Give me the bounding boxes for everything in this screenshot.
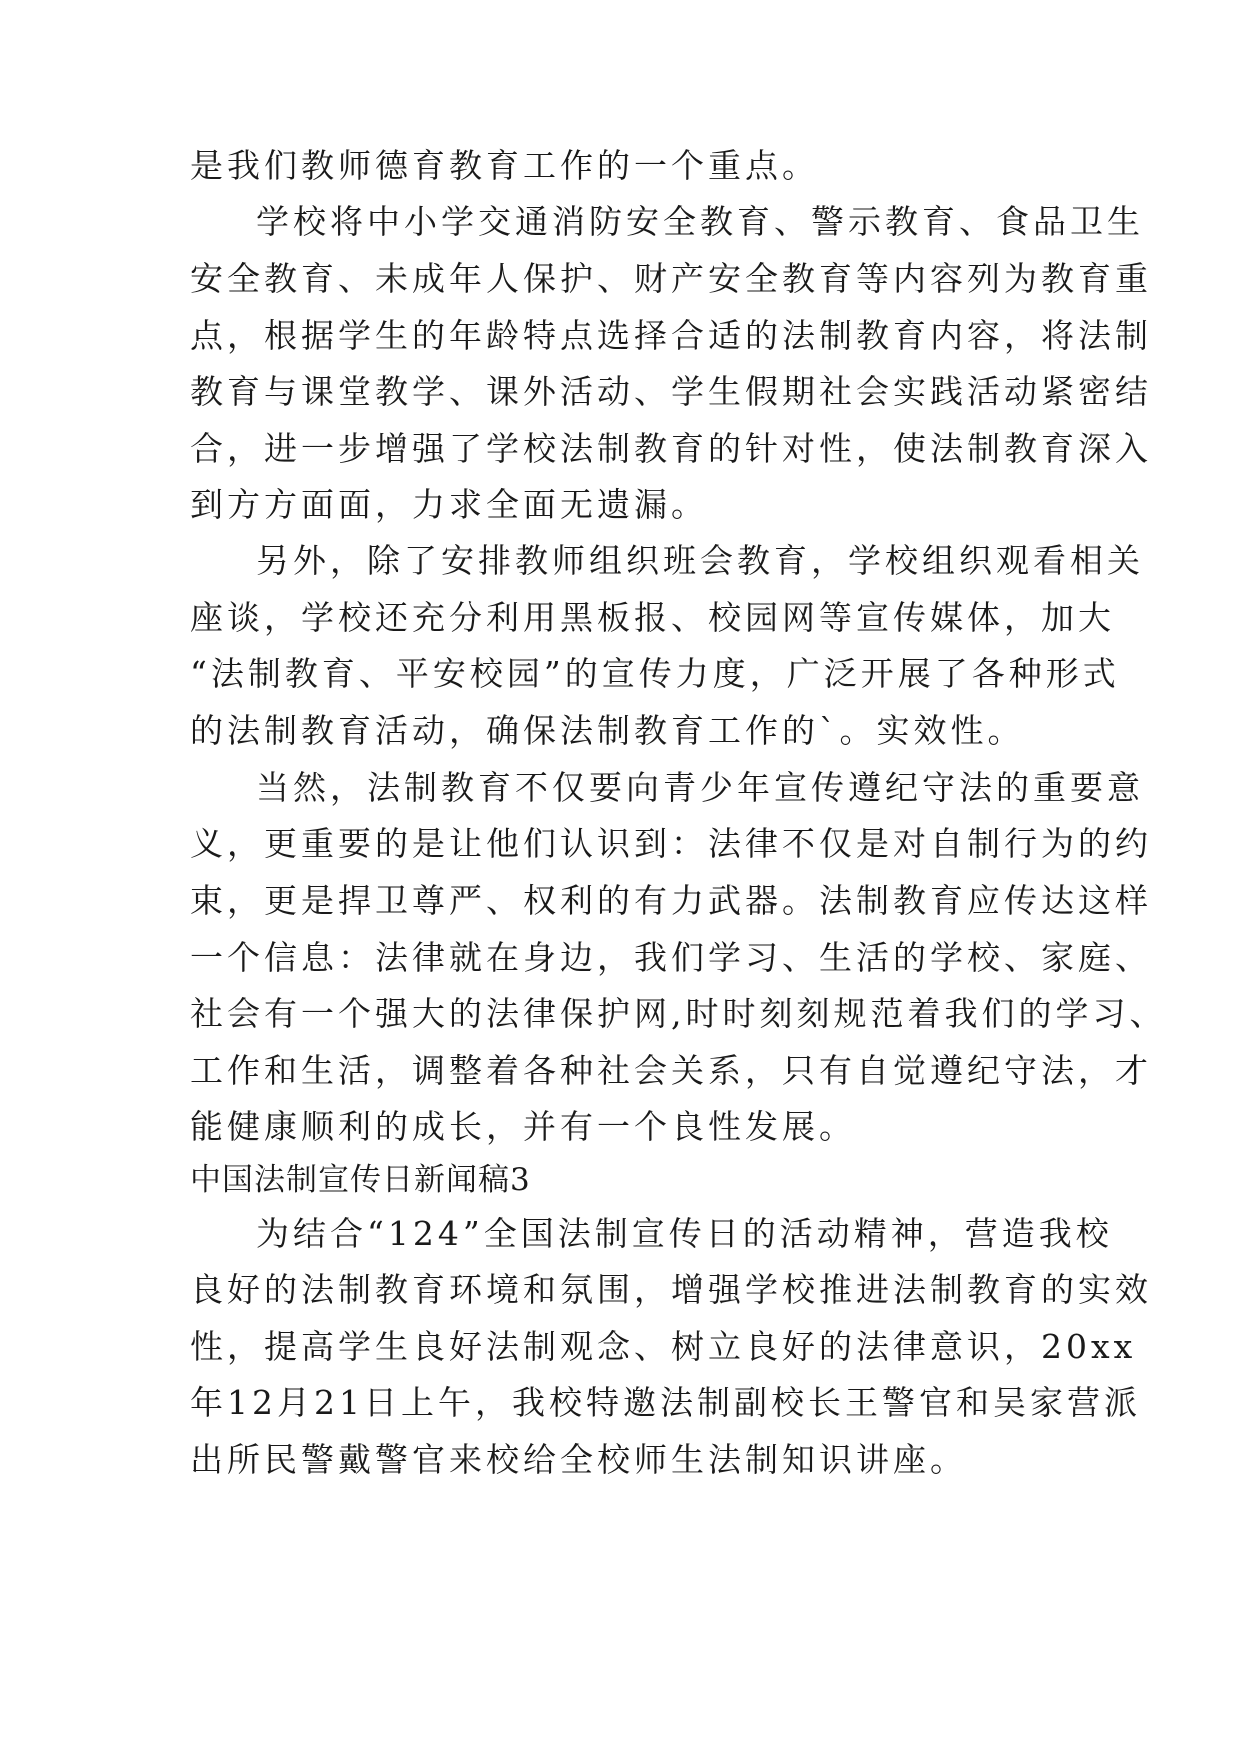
paragraph-line: 安全教育、未成年人保护、财产安全教育等内容列为教育重	[190, 259, 1152, 298]
paragraph-line: 束，更是捍卫尊严、权利的有力武器。法制教育应传达这样	[190, 881, 1152, 920]
paragraph-line: 年12月21日上午，我校特邀法制副校长王警官和吴家营派	[190, 1383, 1141, 1422]
paragraph-line: 出所民警戴警官来校给全校师生法制知识讲座。	[190, 1440, 967, 1479]
paragraph-line: 当然，法制教育不仅要向青少年宣传遵纪守法的重要意	[256, 768, 1144, 807]
section-heading: 中国法制宣传日新闻稿3	[190, 1162, 531, 1198]
paragraph-line: 性，提高学生良好法制观念、树立良好的法律意识，20xx	[190, 1327, 1137, 1366]
paragraph-line: “法制教育、平安校园”的宣传力度，广泛开展了各种形式	[190, 654, 1120, 693]
paragraph-line: 一个信息：法律就在身边，我们学习、生活的学校、家庭、	[190, 938, 1152, 977]
paragraph-line: 的法制教育活动，确保法制教育工作的`。实效性。	[190, 711, 1025, 750]
paragraph-line: 良好的法制教育环境和氛围，增强学校推进法制教育的实效	[190, 1270, 1152, 1309]
paragraph-line: 义，更重要的是让他们认识到：法律不仅是对自制行为的约	[190, 824, 1152, 863]
paragraph-line: 学校将中小学交通消防安全教育、警示教育、食品卫生	[256, 202, 1144, 241]
paragraph-line: 点，根据学生的年龄特点选择合适的法制教育内容，将法制	[190, 316, 1152, 355]
paragraph-line: 是我们教师德育教育工作的一个重点。	[190, 146, 819, 185]
paragraph-line: 教育与课堂教学、课外活动、学生假期社会实践活动紧密结	[190, 372, 1152, 411]
paragraph-line: 能健康顺利的成长，并有一个良性发展。	[190, 1107, 856, 1146]
paragraph-line: 座谈，学校还充分利用黑板报、校园网等宣传媒体，加大	[190, 598, 1115, 637]
paragraph-line: 为结合“124”全国法制宣传日的活动精神，营造我校	[256, 1214, 1113, 1253]
paragraph-line: 到方方面面，力求全面无遗漏。	[190, 485, 708, 524]
paragraph-line: 合，进一步增强了学校法制教育的针对性，使法制教育深入	[190, 429, 1152, 468]
paragraph-line: 工作和生活，调整着各种社会关系，只有自觉遵纪守法，才	[190, 1051, 1152, 1090]
paragraph-line: 社会有一个强大的法律保护网,时时刻刻规范着我们的学习、	[190, 994, 1167, 1033]
paragraph-line: 另外，除了安排教师组织班会教育，学校组织观看相关	[256, 541, 1144, 580]
